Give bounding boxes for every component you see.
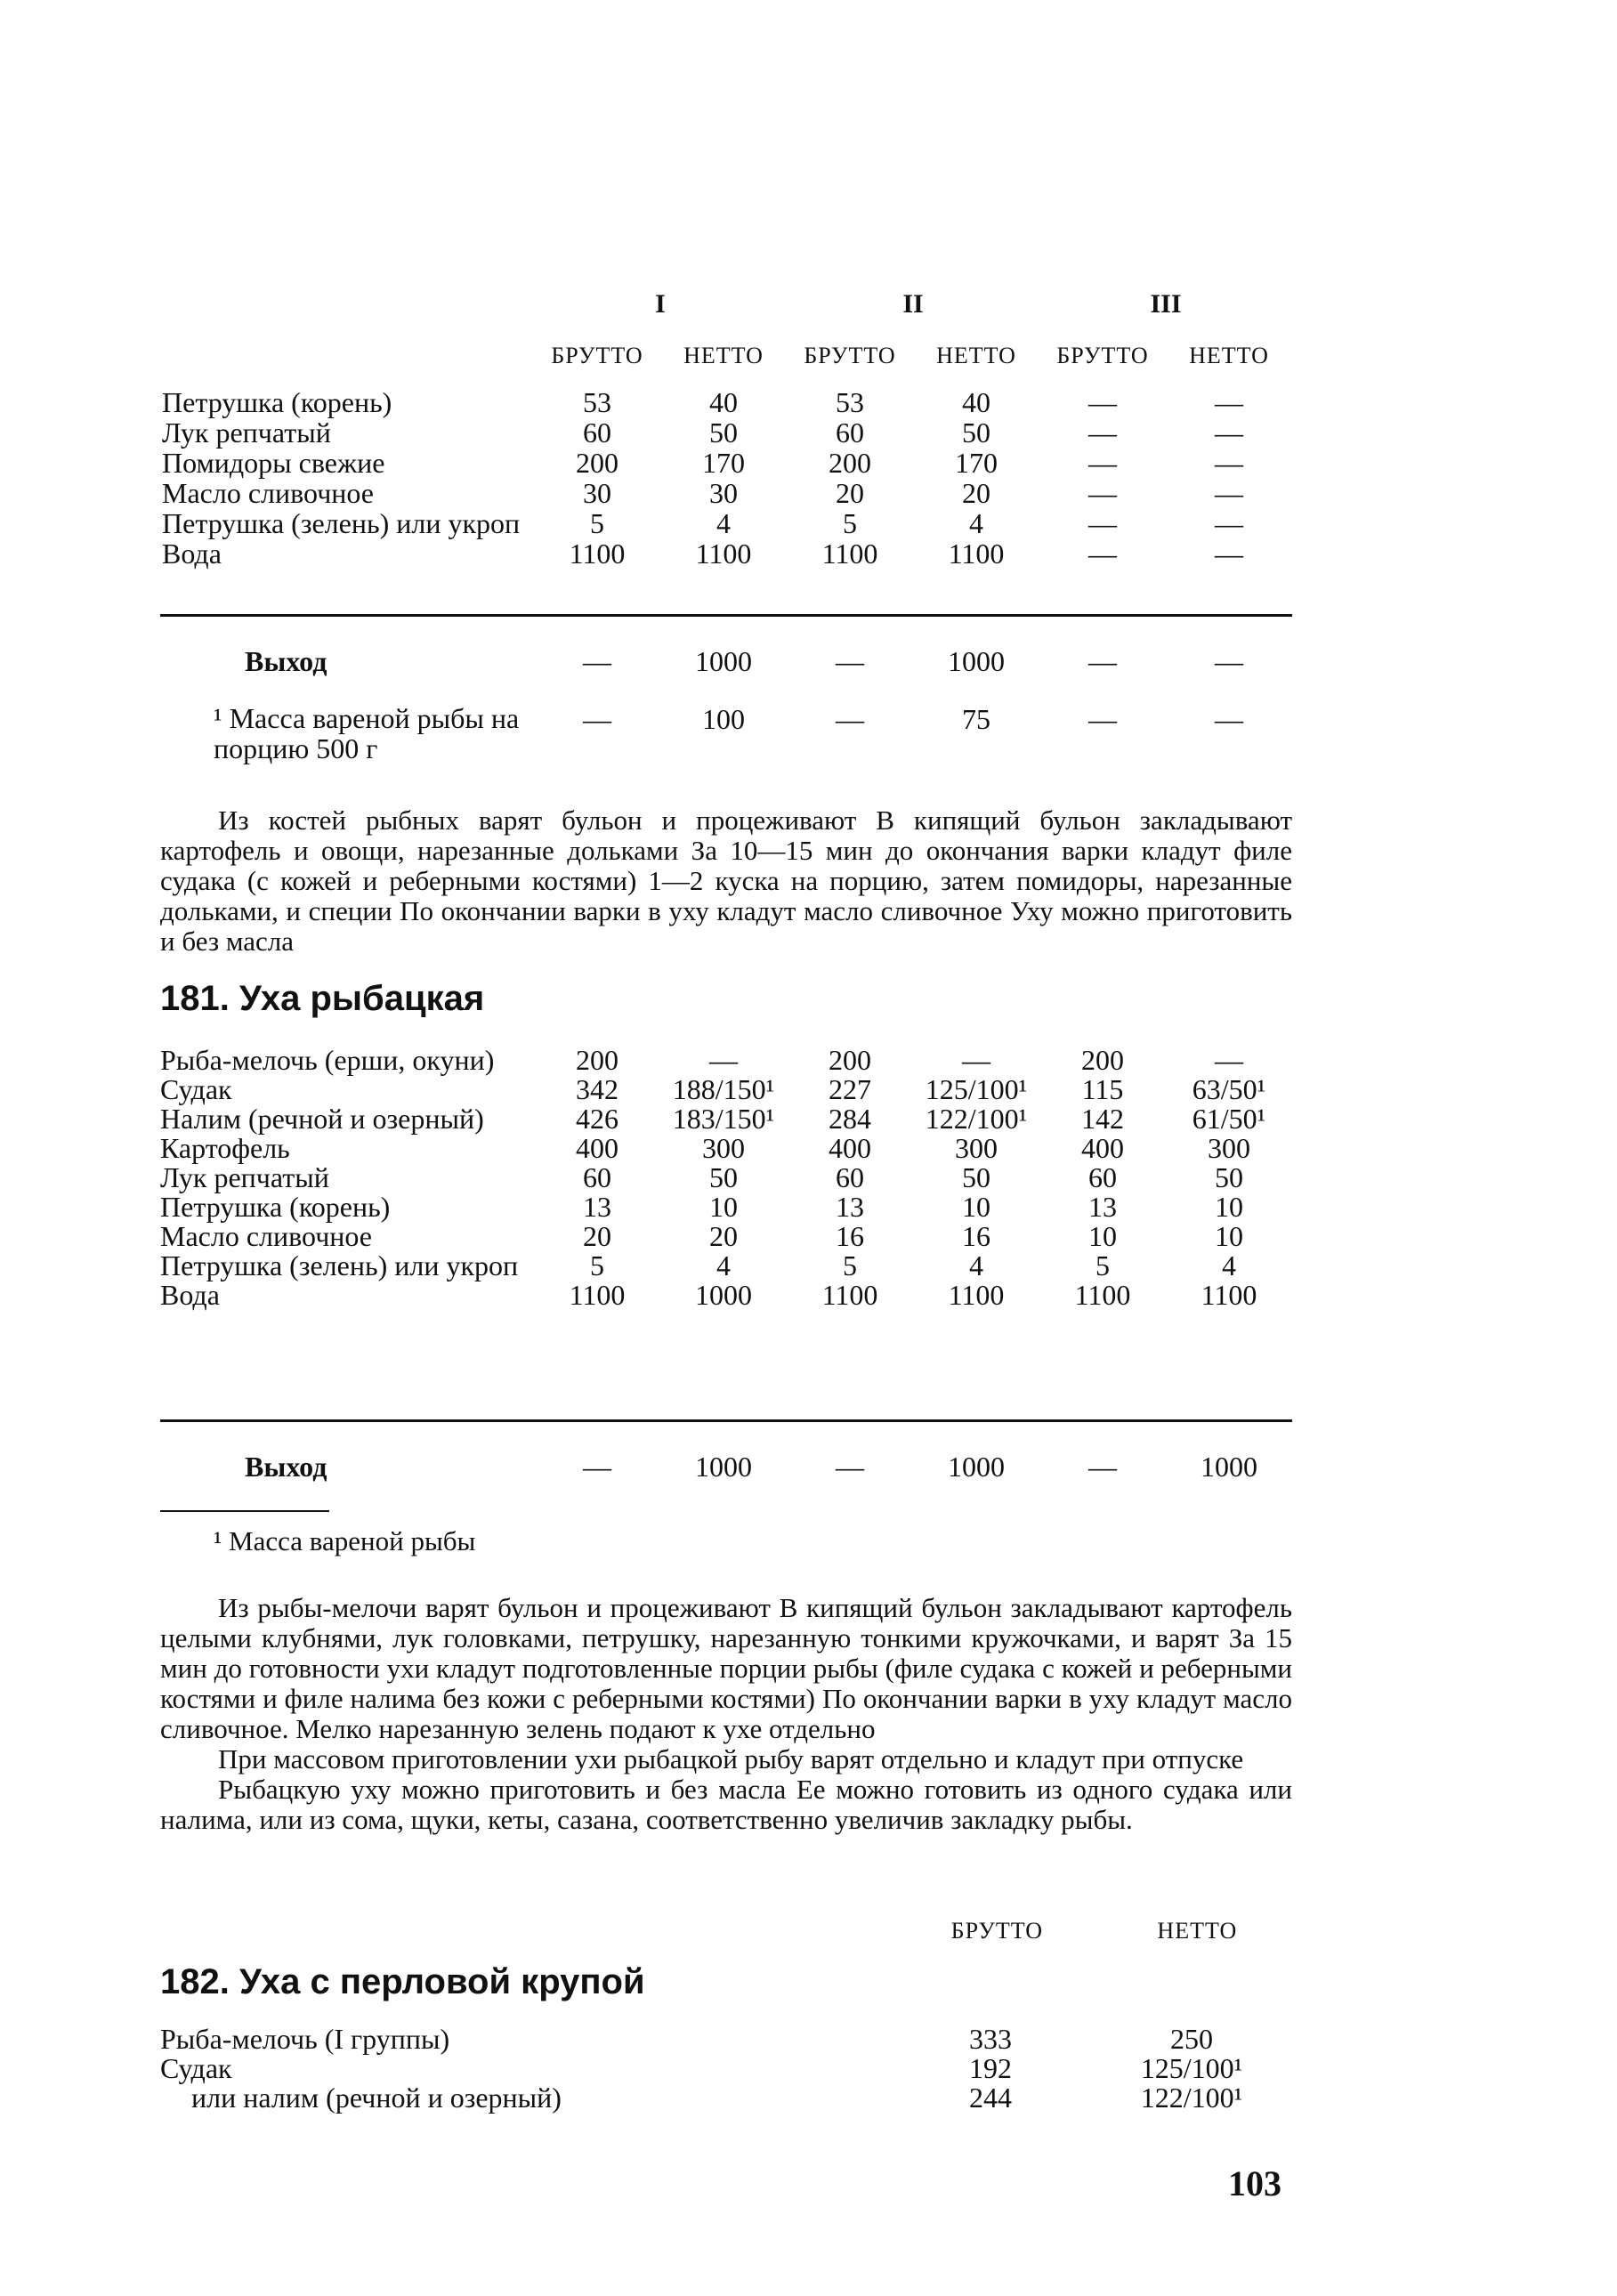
cell: 53 [836, 386, 864, 418]
cell: 5 [843, 507, 857, 539]
cell: 333 [969, 2023, 1012, 2055]
table-row [160, 1251, 1292, 1281]
cell: — [1215, 447, 1243, 479]
table-row [160, 1281, 1292, 1310]
table-row [160, 448, 1292, 478]
cell: — [1088, 386, 1117, 418]
table-divider [160, 614, 1292, 617]
table-row [160, 1163, 1292, 1192]
cell: 200 [576, 447, 619, 479]
cell: 1100 [1201, 1279, 1257, 1311]
cell: 13 [836, 1191, 864, 1223]
cell: 1100 [821, 538, 878, 570]
ingredient-name: Налим (речной и озерный) [160, 1103, 484, 1135]
cell: 250 [1170, 2023, 1213, 2055]
cell: — [1215, 645, 1243, 677]
cell: — [836, 703, 864, 735]
cell: 1000 [695, 645, 752, 677]
column-header: БРУТТО [950, 1918, 1044, 1944]
cell: 20 [836, 477, 864, 509]
cell: 426 [576, 1103, 619, 1135]
cell: 20 [583, 1220, 611, 1252]
ingredients-table-3 [160, 2025, 1292, 2113]
cell: 342 [576, 1073, 619, 1105]
cell: — [1088, 507, 1117, 539]
cell: 1000 [1201, 1451, 1257, 1483]
ingredient-name: Судак [160, 1073, 232, 1105]
table-row [160, 1104, 1292, 1134]
cell: — [836, 645, 864, 677]
group-label: II [902, 289, 924, 319]
paragraph-text: Рыбацкую уху можно приготовить и без масла Ее можно готовить из одного судака или налима, или из сома, щуки, кеты, сазана, соответственно увеличив закладку рыбы. [160, 1774, 1292, 1835]
recipe-heading-181: 181. Уха рыбацкая [160, 979, 485, 1018]
cell: 122/100¹ [925, 1103, 1028, 1135]
table-divider [160, 1419, 1292, 1422]
cell: — [583, 703, 611, 735]
cell: 50 [709, 416, 738, 449]
cell: 30 [709, 477, 738, 509]
ingredient-name: Масло сливочное [160, 1220, 372, 1252]
table-row [160, 2083, 1292, 2113]
cell: 5 [1096, 1249, 1110, 1281]
cell: 20 [962, 477, 990, 509]
page-number: 103 [1228, 2163, 1281, 2203]
exit-row [160, 645, 1292, 678]
cell: 50 [1215, 1161, 1243, 1193]
cell: 5 [843, 1249, 857, 1281]
cell: — [962, 1044, 990, 1076]
cell: 60 [1088, 1161, 1117, 1193]
ingredient-name: Рыба-мелочь (I группы) [160, 2023, 450, 2055]
column-header: БРУТТО [551, 343, 643, 368]
cell: 1000 [695, 1451, 752, 1483]
table-row [160, 478, 1292, 508]
cell: 40 [962, 386, 990, 418]
cell: 4 [716, 1249, 731, 1281]
ingredient-name: Судак [160, 2052, 232, 2084]
cell: 75 [962, 703, 990, 735]
paragraph-text: Из рыбы-мелочи варят бульон и процеживают В кипящий бульон закладывают картофель целыми клубнями, лук головками, петрушку, нарезанную тонкими кружочками, и варят За 15 мин до готовности ухи кладут подготовленные порции рыбы (филе судака с кожей и реберными костями и филе налима без кожи с реберными костями) По окончании варки в уху кладут масло сливочное. Мелко нарезанную зелень подают к ухе отдельно [160, 1592, 1292, 1744]
cell: 170 [955, 447, 998, 479]
exit-row [160, 1451, 1292, 1484]
ingredient-name: Вода [162, 538, 222, 570]
cell: 188/150¹ [672, 1073, 775, 1105]
ingredient-name: Масло сливочное [162, 477, 374, 509]
cell: 400 [1081, 1132, 1124, 1164]
column-header-row [890, 1918, 1290, 1944]
cell: 53 [583, 386, 611, 418]
ingredient-name: Петрушка (зелень) или укроп [160, 1249, 519, 1281]
recipe-heading-182: 182. Уха с перловой крупой [160, 1962, 645, 2001]
table-row [160, 417, 1292, 448]
table-row [160, 538, 1292, 569]
cell: 1000 [695, 1279, 752, 1311]
paragraph-text: При массовом приготовлении ухи рыбацкой рыбу варят отдельно и кладут при отпуске [218, 1743, 1244, 1775]
cell: 227 [829, 1073, 871, 1105]
cell: 125/100¹ [1140, 2052, 1243, 2084]
cell: — [1088, 703, 1117, 735]
cell: 30 [583, 477, 611, 509]
cell: 61/50¹ [1192, 1103, 1266, 1135]
cell: — [1088, 1451, 1117, 1483]
ingredient-name: Лук репчатый [162, 416, 331, 449]
cell: 4 [969, 507, 983, 539]
cell: 1100 [948, 538, 1005, 570]
cell: 13 [1088, 1191, 1117, 1223]
footnote-rule [160, 1510, 329, 1512]
column-header: НЕТТО [683, 343, 764, 368]
cell: 10 [1215, 1220, 1243, 1252]
instructions-paragraph [160, 805, 1292, 957]
cell: — [1215, 1044, 1243, 1076]
cell: 100 [702, 703, 745, 735]
table-row [160, 508, 1292, 538]
exit-label: Выход [245, 645, 327, 677]
cell: 4 [716, 507, 731, 539]
table-row [160, 387, 1292, 417]
ingredient-name: Петрушка (корень) [160, 1191, 391, 1223]
cell: 170 [702, 447, 745, 479]
cell: 50 [709, 1161, 738, 1193]
cell: — [583, 645, 611, 677]
cell: — [836, 1451, 864, 1483]
cell: 10 [1088, 1220, 1117, 1252]
cell: 50 [962, 1161, 990, 1193]
cell: 63/50¹ [1192, 1073, 1266, 1105]
cell: — [1088, 645, 1117, 677]
group-label: I [655, 289, 666, 319]
footnote-row [160, 703, 1292, 764]
cell: — [1215, 386, 1243, 418]
ingredient-name: Лук репчатый [160, 1161, 329, 1193]
cell: 284 [829, 1103, 871, 1135]
ingredient-name: или налим (речной и озерный) [191, 2082, 562, 2114]
cell: 1100 [948, 1279, 1005, 1311]
instructions-paragraph [160, 1593, 1292, 1835]
cell: 1000 [948, 645, 1005, 677]
cell: 192 [969, 2052, 1012, 2084]
cell: — [1088, 477, 1117, 509]
column-header: НЕТТО [1189, 343, 1269, 368]
cell: 200 [829, 1044, 871, 1076]
cell: — [1215, 538, 1243, 570]
cell: 183/150¹ [672, 1103, 775, 1135]
cell: 300 [702, 1132, 745, 1164]
ingredient-name: Помидоры свежие [162, 447, 385, 479]
column-header: БРУТТО [1056, 343, 1149, 368]
cell: 244 [969, 2082, 1012, 2114]
cell: 5 [590, 1249, 604, 1281]
cell: 1100 [569, 538, 626, 570]
ingredient-name: Рыба-мелочь (ерши, окуни) [160, 1044, 495, 1076]
table-row [160, 2025, 1292, 2054]
exit-label: Выход [245, 1451, 327, 1483]
cell: 1100 [695, 538, 752, 570]
cell: 5 [590, 507, 604, 539]
cell: 60 [583, 416, 611, 449]
cell: — [1215, 703, 1243, 735]
cell: — [1215, 477, 1243, 509]
cell: 300 [1208, 1132, 1250, 1164]
column-header-row [160, 343, 1292, 387]
ingredient-name: Петрушка (корень) [162, 386, 392, 418]
cell: 122/100¹ [1140, 2082, 1243, 2114]
cell: — [1088, 538, 1117, 570]
table-row [160, 2054, 1292, 2083]
cell: 60 [836, 1161, 864, 1193]
group-label: III [1150, 289, 1182, 319]
table-row [160, 1134, 1292, 1163]
cell: 400 [829, 1132, 871, 1164]
cell: 1000 [948, 1451, 1005, 1483]
portion-group-row [160, 289, 1292, 343]
cell: — [1088, 447, 1117, 479]
column-header: НЕТТО [1157, 1918, 1238, 1944]
cell: 1100 [821, 1279, 878, 1311]
cell: 142 [1081, 1103, 1124, 1135]
ingredient-name: Вода [160, 1279, 220, 1311]
cell: 1100 [569, 1279, 626, 1311]
ingredient-name: Петрушка (зелень) или укроп [162, 507, 521, 539]
cell: 13 [583, 1191, 611, 1223]
cell: — [1088, 416, 1117, 449]
paragraph-text: Из костей рыбных варят бульон и процеживают В кипящий бульон закладывают картофель и овощи, нарезанные дольками За 10—15 мин до окончания варки кладут филе судака (с кожей и реберными костями) 1—2 куска на порцию, затем помидоры, нарезанные дольками, и специи По окончании варки в уху кладут масло сливочное Уху можно приготовить и без масла [160, 804, 1292, 957]
cell: 400 [576, 1132, 619, 1164]
cell: 200 [576, 1044, 619, 1076]
cell: 115 [1081, 1073, 1124, 1105]
cell: 40 [709, 386, 738, 418]
cell: 300 [955, 1132, 998, 1164]
table-row [160, 1192, 1292, 1222]
cell: 20 [709, 1220, 738, 1252]
cell: 4 [1222, 1249, 1236, 1281]
column-header: БРУТТО [804, 343, 896, 368]
cell: 60 [583, 1161, 611, 1193]
ingredient-name: Картофель [160, 1132, 290, 1164]
cell: 16 [836, 1220, 864, 1252]
cell: 10 [1215, 1191, 1243, 1223]
cell: 60 [836, 416, 864, 449]
table-row [160, 1222, 1292, 1251]
cell: 10 [709, 1191, 738, 1223]
cell: 200 [829, 447, 871, 479]
cell: 16 [962, 1220, 990, 1252]
cell: — [1215, 416, 1243, 449]
column-header: НЕТТО [936, 343, 1016, 368]
table-row [160, 1046, 1292, 1075]
ingredients-table-1 [160, 289, 1292, 569]
cell: — [583, 1451, 611, 1483]
cell: 50 [962, 416, 990, 449]
footnote-text: ¹ Масса вареной рыбы на порцию 500 г [214, 702, 520, 764]
cell: 200 [1081, 1044, 1124, 1076]
cell: 125/100¹ [925, 1073, 1028, 1105]
footnote-text: ¹ Масса вареной рыбы [214, 1525, 476, 1556]
cell: — [1215, 507, 1243, 539]
table-row [160, 1075, 1292, 1104]
cell: 1100 [1074, 1279, 1131, 1311]
cell: 10 [962, 1191, 990, 1223]
cell: 4 [969, 1249, 983, 1281]
ingredients-table-2 [160, 1046, 1292, 1310]
cell: — [709, 1044, 738, 1076]
